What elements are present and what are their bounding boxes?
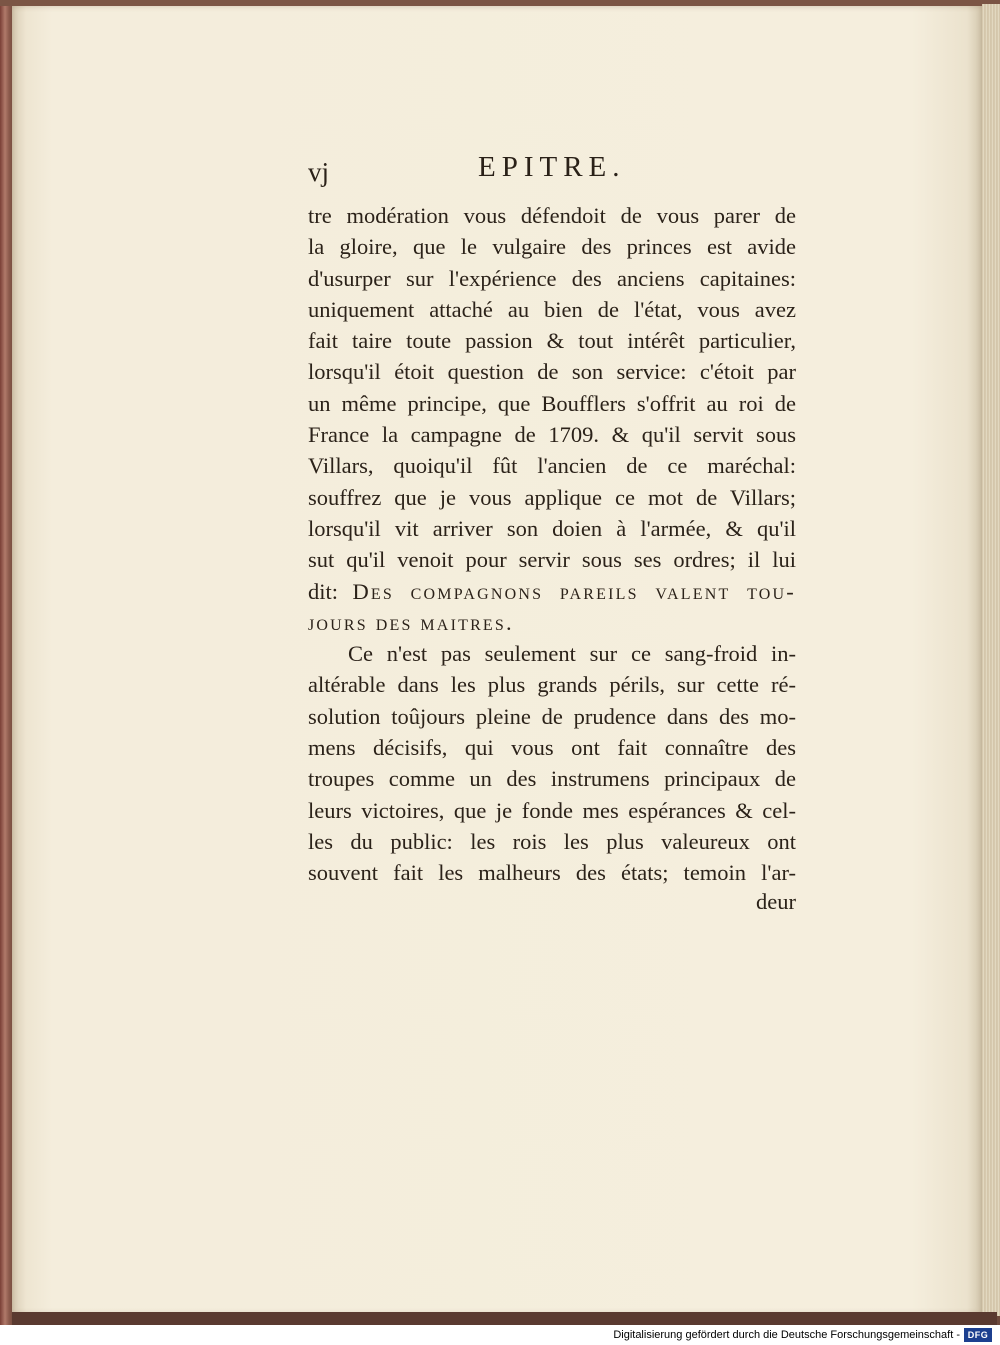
quote-caps: Des compagnons pareils valent tou- — [352, 578, 796, 604]
binding-bottom-edge — [12, 1312, 997, 1325]
text-line: Villars, quoiqu'il fût l'ancien de ce maréchal: — [308, 453, 796, 479]
text-line: lorsqu'il étoit question de son service: c'étoit par — [308, 359, 796, 385]
paragraph-first-line: Ce n'est pas seulement sur ce sang-froid in- — [348, 641, 796, 667]
page-stack-edge — [982, 4, 1000, 1316]
text-line: les du public: les rois les plus valeureux ont — [308, 828, 796, 854]
text-line: souvent fait les malheurs des états; temoin l'ar- — [308, 860, 796, 886]
page-number: vj — [308, 157, 330, 187]
text-line: lorsqu'il vit arriver son doien à l'armée, & qu'il — [308, 515, 796, 541]
quote-lead: dit: — [308, 578, 353, 604]
running-head — [308, 148, 796, 188]
text-line: un même principe, que Boufflers s'offrit au roi de — [308, 390, 796, 416]
dfg-logo: DFG — [964, 1328, 992, 1342]
text-line: troupes comme un des instrumens principaux de — [308, 766, 796, 792]
quote-end-line — [308, 607, 796, 638]
digitization-credit: Digitalisierung gefördert durch die Deutsche Forschungsgemeinschaft - — [613, 1329, 960, 1341]
text-line: altérable dans les plus grands périls, sur cette ré- — [308, 672, 796, 698]
text-line: souffrez que je vous applique ce mot de Villars; — [308, 484, 796, 510]
text-line: sut qu'il venoit pour servir sous ses ordres; il lui — [308, 547, 796, 573]
text-line: d'usurper sur l'expérience des anciens capitaines: — [308, 265, 796, 291]
text-line: mens décisifs, qui vous ont fait connaître des — [308, 735, 796, 761]
text-line: uniquement attaché au bien de l'état, vous avez — [308, 296, 796, 322]
text-line: fait taire toute passion & tout intérêt particulier, — [308, 328, 796, 354]
quote-line — [308, 576, 796, 607]
quote-end-caps: jours des maitres. — [308, 609, 514, 635]
body-text — [308, 200, 796, 889]
text-line: la gloire, que le vulgaire des princes est avide — [308, 234, 796, 260]
text-line: solution toûjours pleine de prudence dans des mo- — [308, 703, 796, 729]
text-line: France la campagne de 1709. & qu'il servit sous — [308, 422, 796, 448]
text-line: tre modération vous défendoit de vous parer de — [308, 203, 796, 228]
text-line: leurs victoires, que je fonde mes espérances & cel- — [308, 797, 796, 823]
running-title: EPITRE. — [478, 151, 626, 183]
catchword: deur — [756, 889, 796, 914]
